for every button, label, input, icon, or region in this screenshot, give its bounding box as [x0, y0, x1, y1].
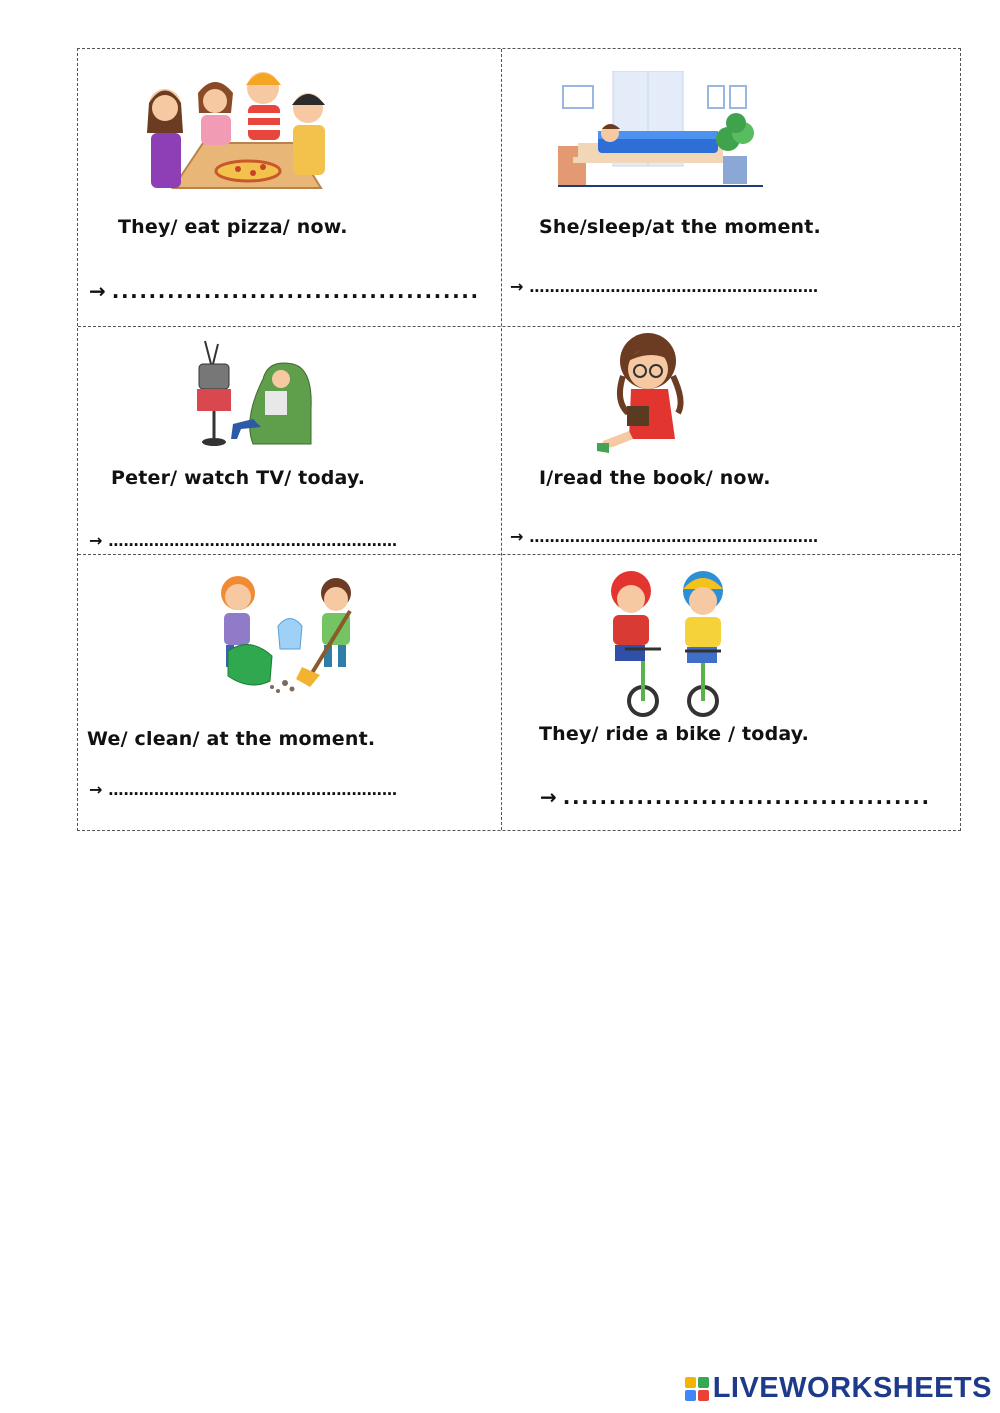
arrow-icon: →	[89, 531, 103, 550]
exercise-2-answer[interactable]	[510, 279, 818, 295]
column-divider	[501, 49, 502, 830]
answer-blank[interactable]: ........................................	[111, 279, 480, 303]
exercise-2-prompt: She/sleep/at the moment.	[539, 216, 821, 238]
logo-text: LIVEWORKSHEETS	[712, 1372, 992, 1404]
exercise-1-answer[interactable]	[89, 281, 480, 301]
exercise-6-prompt: They/ ride a bike / today.	[539, 723, 810, 745]
exercise-1-prompt: They/ eat pizza/ now.	[118, 216, 348, 238]
girl-reading-book-image	[593, 331, 693, 456]
exercise-4-prompt: I/read the book/ now.	[539, 467, 771, 489]
answer-blank[interactable]: …………………………………………………	[108, 532, 398, 550]
exercise-5-prompt: We/ clean/ at the moment.	[87, 728, 376, 750]
row-divider	[78, 326, 960, 327]
answer-blank[interactable]: …………………………………………………	[108, 781, 398, 799]
arrow-icon: →	[540, 785, 557, 809]
answer-blank[interactable]: ........................................	[562, 785, 931, 809]
kids-riding-bikes-image	[603, 569, 743, 724]
exercise-3-answer[interactable]	[89, 533, 397, 549]
logo-squares-icon	[685, 1377, 709, 1401]
kids-cleaning-trash-image	[210, 571, 370, 701]
liveworksheets-logo	[685, 1372, 992, 1405]
answer-blank[interactable]: …………………………………………………	[529, 528, 819, 546]
exercise-grid	[77, 48, 961, 831]
arrow-icon: →	[89, 780, 103, 799]
arrow-icon: →	[510, 527, 524, 546]
kids-eating-pizza-image	[143, 63, 333, 193]
arrow-icon: →	[89, 279, 106, 303]
exercise-6-answer[interactable]	[540, 787, 931, 807]
arrow-icon: →	[510, 277, 524, 296]
exercise-4-answer[interactable]	[510, 529, 818, 545]
exercise-5-answer[interactable]	[89, 782, 397, 798]
answer-blank[interactable]: …………………………………………………	[529, 278, 819, 296]
man-watching-tv-image	[193, 339, 318, 449]
row-divider	[78, 554, 960, 555]
girl-sleeping-on-bed-image	[558, 71, 768, 191]
exercise-3-prompt: Peter/ watch TV/ today.	[111, 467, 366, 489]
